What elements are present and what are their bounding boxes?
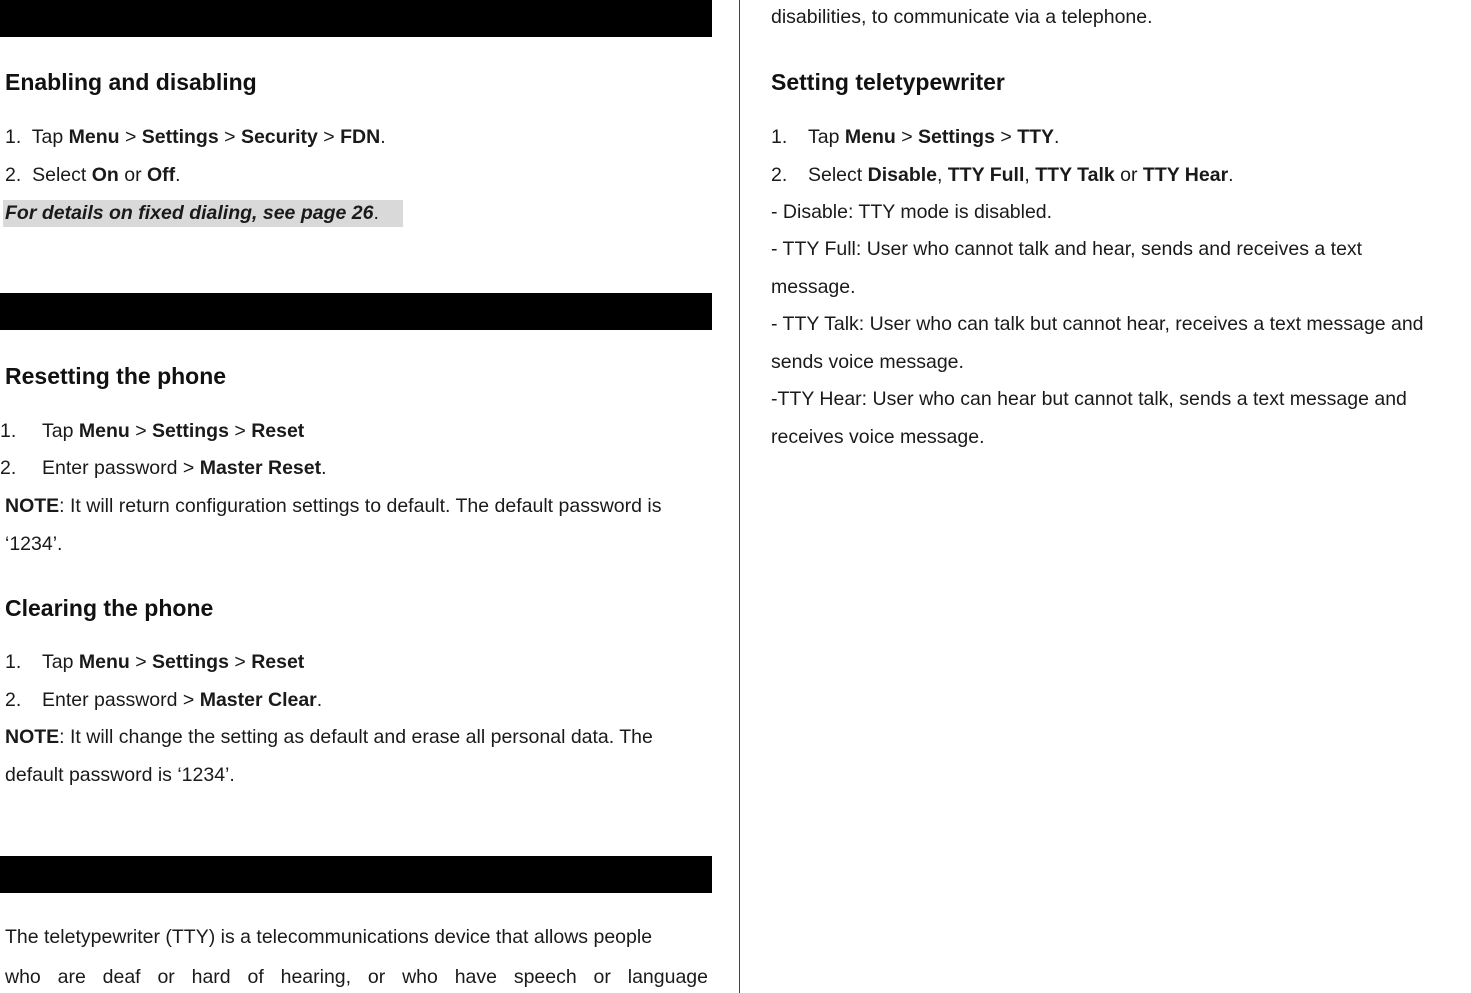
reset-step-2: 2. Enter password > Master Reset.: [0, 457, 327, 479]
reset-note-line-2: ‘1234’.: [5, 533, 63, 555]
heading-setting-teletypewriter: Setting teletypewriter: [771, 69, 1005, 95]
section-header-bar: [0, 856, 712, 893]
clear-note-line-1: NOTE: It will change the setting as default and erase all personal data. The: [5, 726, 653, 748]
clear-step-1: 1. Tap Menu > Settings > Reset: [5, 651, 305, 673]
section-header-bar: [0, 0, 712, 37]
clear-step-2: 2. Enter password > Master Clear.: [5, 689, 323, 711]
tty-intro-line-1: The teletypewriter (TTY) is a telecommunications device that allows people: [5, 926, 653, 948]
tty-mode-description-line: - TTY Talk: User who can talk but cannot hear, receives a text message and: [771, 313, 1424, 335]
tty-mode-description-line: sends voice message.: [771, 351, 964, 373]
clear-note-line-2: default password is ‘1234’.: [5, 764, 235, 786]
fdn-step-1: 1. Tap Menu > Settings > Security > FDN.: [5, 126, 386, 148]
section-header-bar: [0, 293, 712, 330]
column-divider: [739, 0, 740, 993]
fdn-step-2: 2. Select On or Off.: [5, 164, 181, 186]
tty-mode-description-line: receives voice message.: [771, 426, 985, 448]
heading-enabling-disabling: Enabling and disabling: [5, 69, 257, 95]
tty-step-2: 2. Select Disable, TTY Full, TTY Talk or TTY Hear.: [771, 164, 1234, 186]
tty-intro-line-2: who are deaf or hard of hearing, or who have speech or language: [5, 966, 708, 988]
tty-mode-description-line: -TTY Hear: User who can hear but cannot talk, sends a text message and: [771, 388, 1407, 410]
tty-mode-description-line: message.: [771, 276, 856, 298]
tty-mode-description-line: - TTY Full: User who cannot talk and hear, sends and receives a text: [771, 238, 1363, 260]
tty-step-1: 1. Tap Menu > Settings > TTY.: [771, 126, 1060, 148]
heading-clearing-phone: Clearing the phone: [5, 595, 214, 621]
reset-step-1: 1. Tap Menu > Settings > Reset: [0, 420, 305, 442]
reset-note-line-1: NOTE: It will return configuration settings to default. The default password is: [5, 495, 662, 517]
tty-intro-continued: disabilities, to communicate via a telephone.: [771, 6, 1153, 28]
tty-mode-description-line: - Disable: TTY mode is disabled.: [771, 201, 1053, 223]
fixed-dialing-reference[interactable]: For details on fixed dialing, see page 26.: [5, 202, 379, 224]
heading-resetting-phone: Resetting the phone: [5, 363, 227, 389]
